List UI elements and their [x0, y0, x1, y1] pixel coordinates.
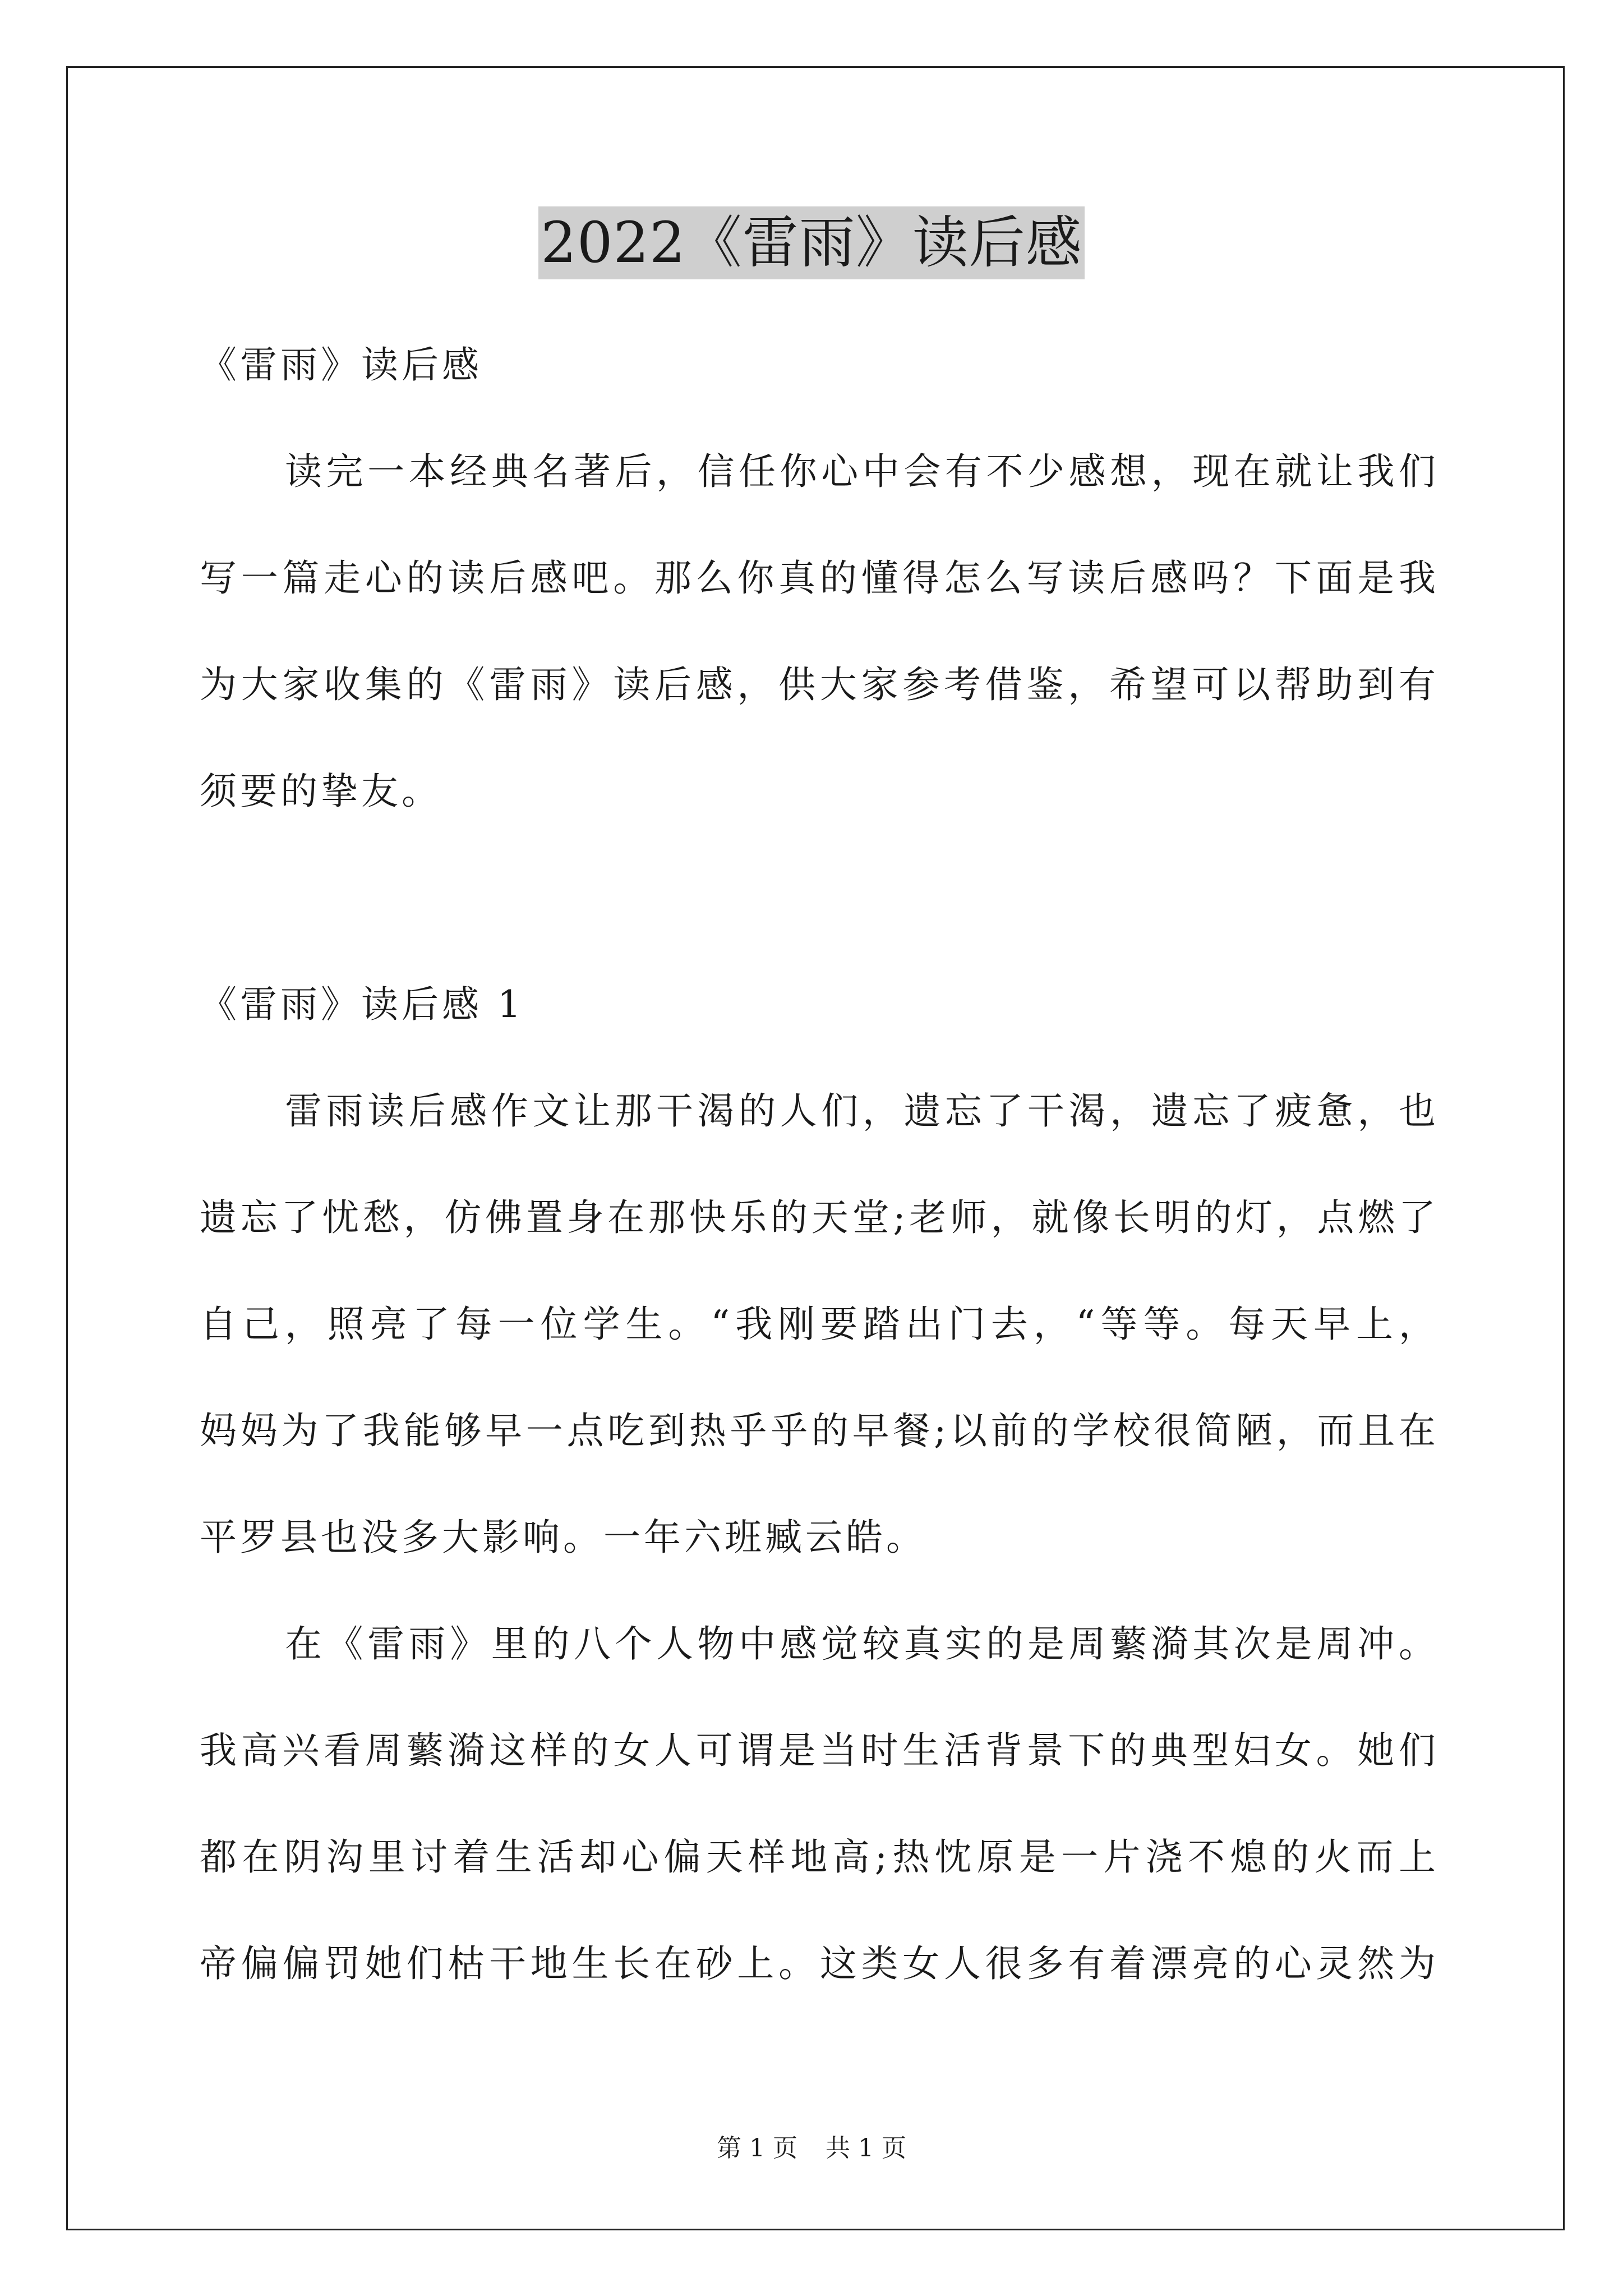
paragraph-line: 自己，照亮了每一位学生。“我刚要踏出门去，“等等。每天早上，: [200, 1303, 1439, 1346]
title-container: [0, 206, 1623, 279]
paragraph-line: 写一篇走心的读后感吧。那么你真的懂得怎么写读后感吗？下面是我: [200, 556, 1439, 600]
paragraph-line: 在《雷雨》里的八个人物中感觉较真实的是周蘩漪其次是周冲。: [285, 1622, 1439, 1665]
document-title: 2022《雷雨》读后感: [538, 206, 1085, 279]
paragraph-line: 都在阴沟里讨着生活却心偏天样地高;热忱原是一片浇不熄的火而上: [200, 1835, 1439, 1879]
document-body: [200, 312, 1439, 2017]
section-heading-1: 《雷雨》读后感 1: [200, 983, 524, 1026]
paragraph-line: 帝偏偏罚她们枯干地生长在砂上。这类女人很多有着漂亮的心灵然为: [200, 1942, 1439, 1985]
paragraph-line: 妈妈为了我能够早一点吃到热乎乎的早餐;以前的学校很简陋，而且在: [200, 1409, 1439, 1452]
blank-line: [200, 845, 1439, 951]
page-number-total: 共 1 页: [826, 2134, 906, 2162]
paragraph-line: 遗忘了忧愁，仿佛置身在那快乐的天堂;老师，就像长明的灯，点燃了: [200, 1196, 1439, 1239]
paragraph-line: 须要的挚友。: [200, 770, 442, 813]
paragraph-line: 读完一本经典名著后，信任你心中会有不少感想，现在就让我们: [285, 450, 1439, 493]
section-heading-intro: 《雷雨》读后感: [200, 343, 482, 386]
paragraph-line: 平罗县也没多大影响。一年六班臧云皓。: [200, 1516, 926, 1559]
page-number-current: 第 1 页: [717, 2134, 797, 2162]
paragraph-line: 雷雨读后感作文让那干渴的人们，遗忘了干渴，遗忘了疲惫，也: [285, 1089, 1439, 1133]
paragraph-line: 为大家收集的《雷雨》读后感，供大家参考借鉴，希望可以帮助到有: [200, 663, 1439, 706]
paragraph-line: 我高兴看周蘩漪这样的女人可谓是当时生活背景下的典型妇女。她们: [200, 1729, 1439, 1772]
page-footer: [0, 2132, 1623, 2165]
